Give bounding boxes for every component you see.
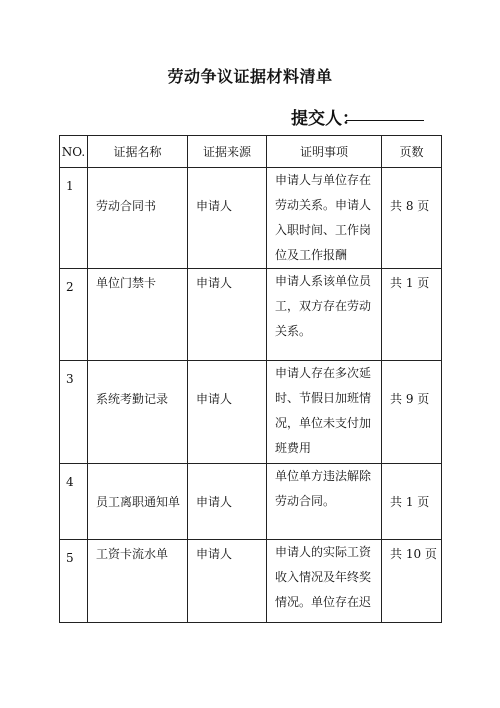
row-pages: 共 9 页 [382, 361, 442, 464]
table-row [60, 464, 442, 540]
header-no: NO. [60, 136, 88, 168]
table-header-row [60, 136, 442, 168]
row-no: 1 [60, 168, 88, 269]
table-row [60, 168, 442, 269]
header-source: 证据来源 [188, 136, 267, 168]
row-source: 申请人 [188, 361, 267, 464]
row-source: 申请人 [188, 464, 267, 540]
row-proof: 单位单方违法解除劳动合同。 [267, 464, 382, 540]
header-name: 证据名称 [88, 136, 188, 168]
row-pages: 共 10 页 [382, 540, 442, 623]
document-title: 劳动争议证据材料清单 [167, 67, 333, 86]
row-no: 5 [60, 540, 88, 623]
row-name: 员工离职通知单 [88, 464, 188, 540]
row-source: 申请人 [188, 269, 267, 361]
row-name: 劳动合同书 [88, 168, 188, 269]
row-no: 4 [60, 464, 88, 540]
submitter-blank-line [346, 120, 424, 121]
evidence-table [59, 135, 442, 623]
row-proof: 申请人与单位存在劳动关系。申请人入职时间、工作岗位及工作报酬 [267, 168, 382, 269]
header-pages: 页数 [382, 136, 442, 168]
submitter-label: 提交人： [291, 109, 359, 129]
row-name: 工资卡流水单 [88, 540, 188, 623]
row-pages: 共 8 页 [382, 168, 442, 269]
row-proof: 申请人存在多次延时、节假日加班情况，单位未支付加班费用 [267, 361, 382, 464]
row-no: 2 [60, 269, 88, 361]
table-row [60, 269, 442, 361]
row-pages: 共 1 页 [382, 269, 442, 361]
row-pages: 共 1 页 [382, 464, 442, 540]
row-no: 3 [60, 361, 88, 464]
row-source: 申请人 [188, 540, 267, 623]
table-row [60, 361, 442, 464]
row-proof: 申请人系该单位员工，双方存在劳动关系。 [267, 269, 382, 361]
row-source: 申请人 [188, 168, 267, 269]
row-name: 单位门禁卡 [88, 269, 188, 361]
row-proof: 申请人的实际工资收入情况及年终奖情况。单位存在迟 [267, 540, 382, 623]
row-name: 系统考勤记录 [88, 361, 188, 464]
table-row [60, 540, 442, 623]
header-proof: 证明事项 [267, 136, 382, 168]
